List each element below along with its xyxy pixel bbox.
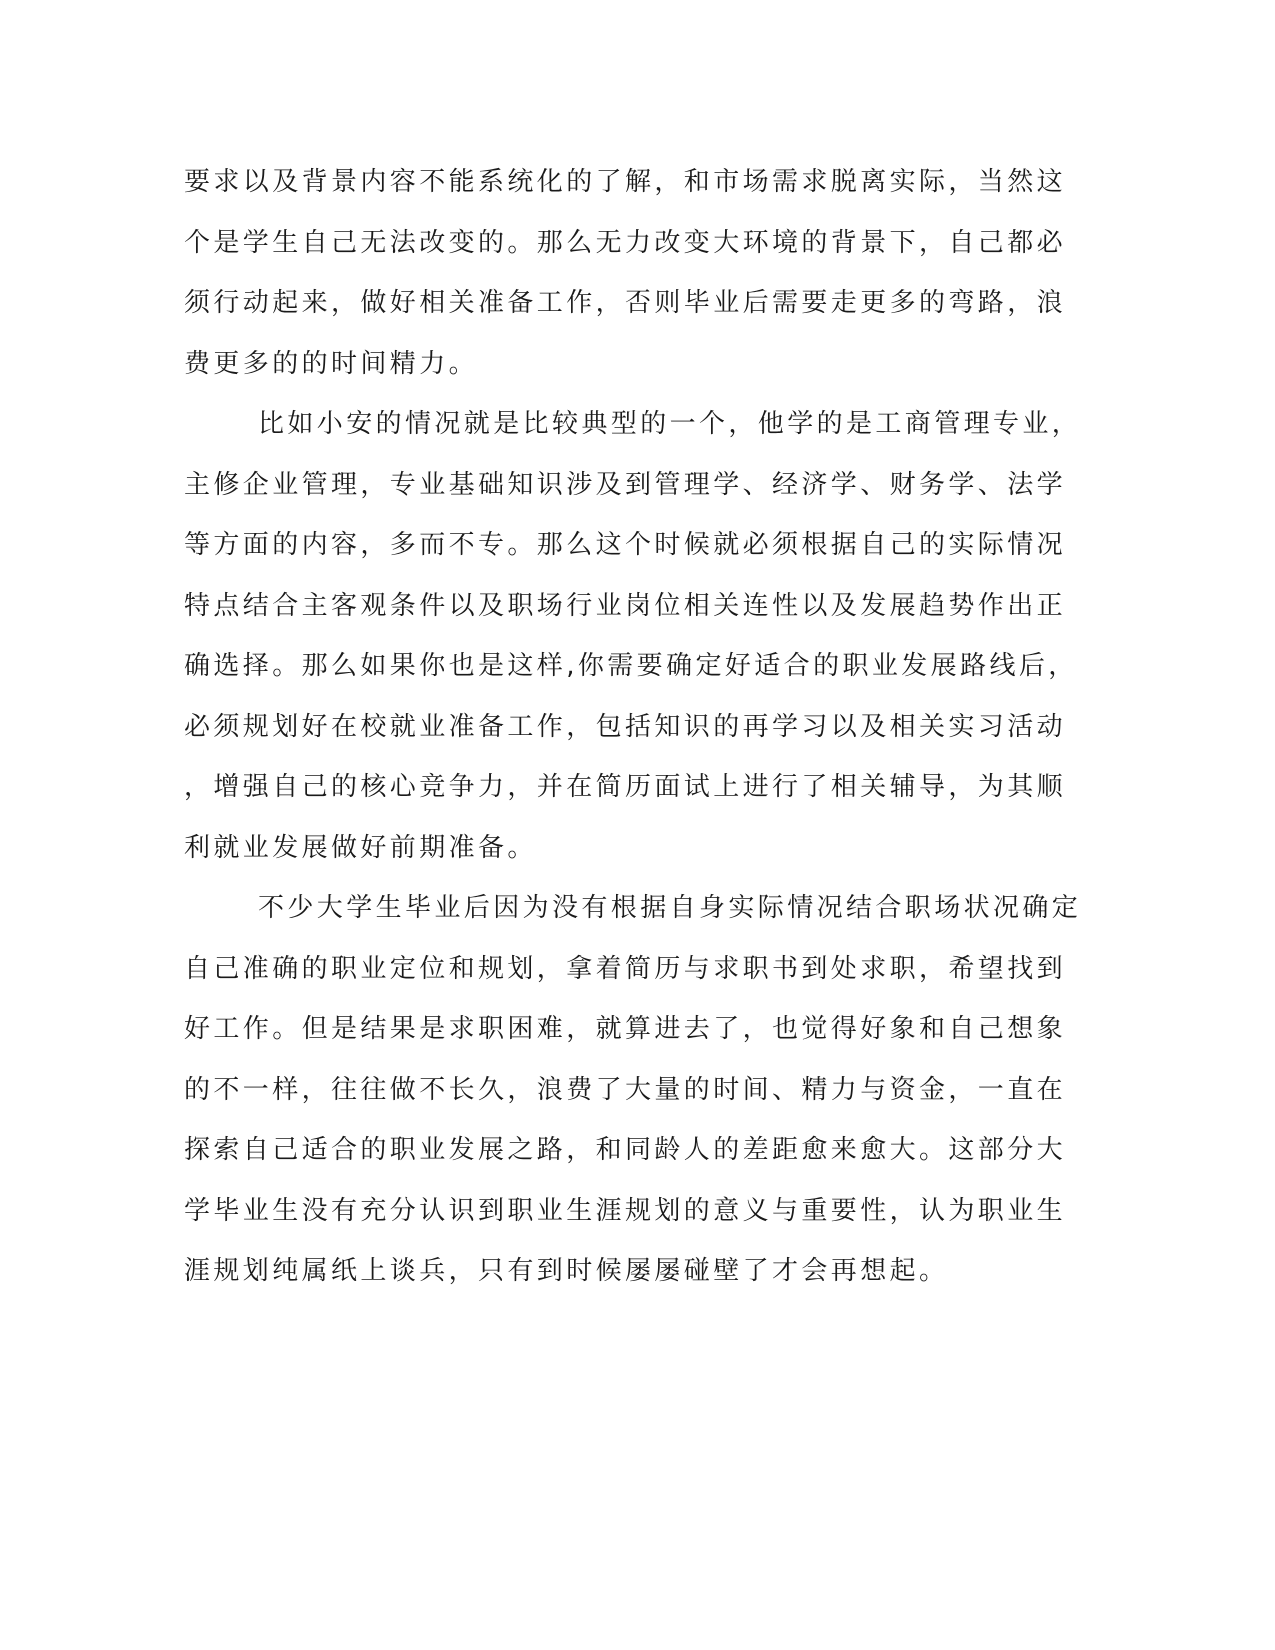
paragraph-first-line: 不少大学生毕业后因为没有根据自身实际情况结合职场状况确定 [258, 893, 1082, 923]
text-line: 自己准确的职业定位和规划，拿着简历与求职书到处求职，希望找到 [184, 953, 1067, 984]
text-line: 必须规划好在校就业准备工作，包括知识的再学习以及相关实习活动 [184, 711, 1067, 742]
text-line: 要求以及背景内容不能系统化的了解，和市场需求脱离实际，当然这 [184, 167, 1067, 197]
paragraph-first-line: 比如小安的情况就是比较典型的一个，他学的是工商管理专业， [258, 409, 1082, 439]
text-line: 涯规划纯属纸上谈兵，只有到时候屡屡碰壁了才会再想起。 [184, 1256, 949, 1286]
body-text [184, 160, 1082, 1310]
text-line: 确选择。那么如果你也是这样,你需要确定好适合的职业发展路线后， [184, 651, 1078, 681]
text-line: 探索自己适合的职业发展之路，和同龄人的差距愈来愈大。这部分大 [184, 1135, 1067, 1165]
text-line: 个是学生自己无法改变的。那么无力改变大环境的背景下，自己都必 [184, 227, 1067, 258]
text-line: 学毕业生没有充分认识到职业生涯规划的意义与重要性，认为职业生 [184, 1195, 1067, 1226]
text-line: 费更多的的时间精力。 [184, 348, 479, 379]
text-line: 好工作。但是结果是求职困难，就算进去了，也觉得好象和自己想象 [184, 1014, 1067, 1044]
text-line: 等方面的内容，多而不专。那么这个时候就必须根据自己的实际情况 [184, 530, 1067, 560]
text-line: 的不一样，往往做不长久，浪费了大量的时间、精力与资金，一直在 [184, 1074, 1067, 1105]
text-line: 须行动起来，做好相关准备工作，否则毕业后需要走更多的弯路，浪 [184, 288, 1067, 318]
text-line: 特点结合主客观条件以及职场行业岗位相关连性以及发展趋势作出正 [184, 590, 1067, 621]
text-line: 主修企业管理，专业基础知识涉及到管理学、经济学、财务学、法学 [184, 469, 1067, 500]
text-line: ，增强自己的核心竞争力，并在简历面试上进行了相关辅导，为其顺 [184, 772, 1067, 802]
text-line: 利就业发展做好前期准备。 [184, 832, 537, 863]
